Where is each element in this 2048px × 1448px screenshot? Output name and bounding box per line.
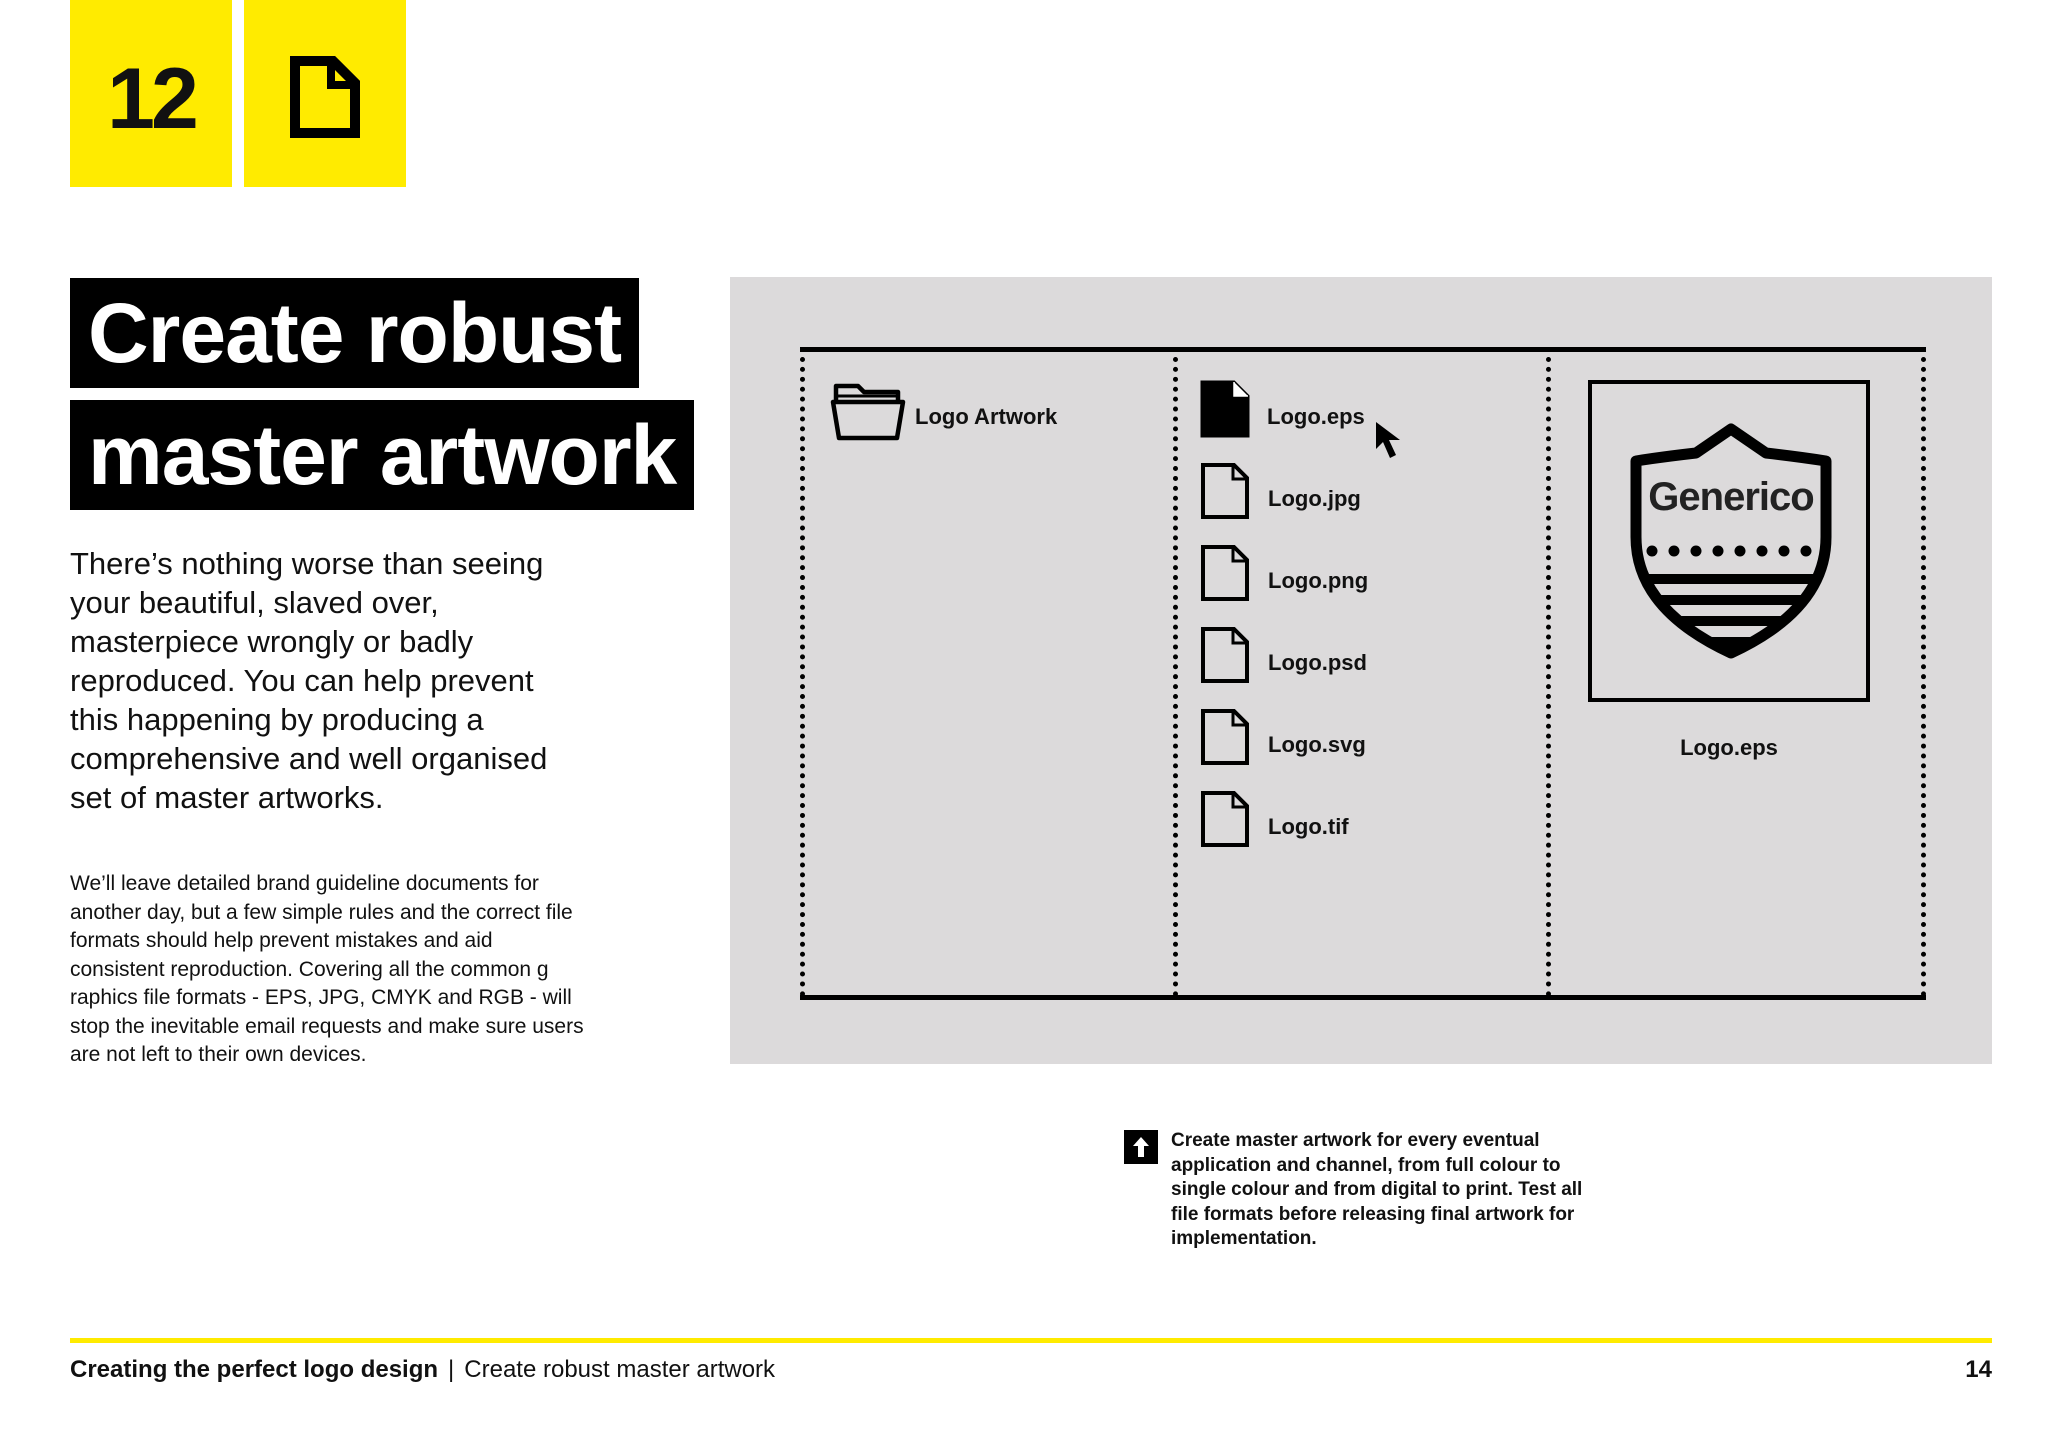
document-icon bbox=[289, 55, 361, 139]
lead-paragraph: There’s nothing worse than seeing your beautiful, slaved over, masterpiece wrongly or badly reproduced. You can help prevent this happening by producing a comprehensive and well organised set of master artworks. bbox=[70, 546, 548, 815]
file-icon bbox=[1200, 544, 1250, 602]
bottom-rule bbox=[800, 995, 1926, 1000]
page-title-line-1: Create robust bbox=[70, 278, 639, 388]
folder-label[interactable]: Logo Artwork bbox=[915, 404, 1058, 429]
footer-separator: | bbox=[448, 1356, 455, 1383]
file-icon bbox=[1200, 708, 1250, 766]
chapter-icon-badge bbox=[244, 0, 406, 187]
file-item-tif[interactable]: Logo.tif bbox=[1268, 814, 1349, 839]
chapter-number: 12 bbox=[107, 51, 195, 147]
footer-guide-title: Creating the perfect logo design bbox=[70, 1356, 439, 1383]
file-icon bbox=[1200, 790, 1250, 848]
footer-divider bbox=[70, 1338, 1992, 1343]
file-item-png[interactable]: Logo.png bbox=[1268, 568, 1369, 593]
preview-logo-text: Generico bbox=[1648, 475, 1814, 519]
folder-open-icon bbox=[830, 380, 906, 442]
arrow-up-icon bbox=[1124, 1130, 1158, 1164]
file-item-svg[interactable]: Logo.svg bbox=[1268, 732, 1366, 757]
file-item-psd[interactable]: Logo.psd bbox=[1268, 650, 1367, 675]
footer-section-title: Create robust master artwork bbox=[464, 1356, 776, 1383]
preview-filename: Logo.eps bbox=[1680, 735, 1778, 760]
chapter-number-badge bbox=[70, 0, 232, 187]
illustration-caption: Create master artwork for every eventual application and channel, from full colour to single colour and from digital to print. Test all file formats before releasing final artwork for implementation. bbox=[1171, 1130, 1583, 1249]
file-item-eps[interactable]: Logo.eps bbox=[1267, 404, 1365, 429]
top-rule bbox=[800, 347, 1926, 352]
page-title-line-2: master artwork bbox=[70, 400, 694, 510]
body-paragraph: We’ll leave detailed brand guideline documents for another day, but a few simple rules and the correct file formats should help prevent mistakes and aid consistent reproduction. Covering all the common g raphics file formats - EPS, JPG, CMYK and RGB - will stop the inevitable email requests and make sure users are not left to their own devices. bbox=[70, 872, 584, 1066]
file-icon bbox=[1200, 462, 1250, 520]
file-browser-illustration bbox=[730, 277, 1992, 1064]
file-icon bbox=[1200, 626, 1250, 684]
column-divider bbox=[1921, 357, 1926, 997]
mouse-pointer-icon bbox=[1373, 419, 1407, 463]
shield-icon bbox=[1626, 419, 1836, 663]
footer-breadcrumb bbox=[70, 1356, 775, 1384]
column-divider bbox=[800, 357, 805, 997]
column-divider bbox=[1173, 357, 1178, 997]
file-item-jpg[interactable]: Logo.jpg bbox=[1268, 486, 1361, 511]
page-number: 14 bbox=[1965, 1356, 1992, 1383]
column-divider bbox=[1546, 357, 1551, 997]
file-filled-icon bbox=[1200, 380, 1250, 438]
